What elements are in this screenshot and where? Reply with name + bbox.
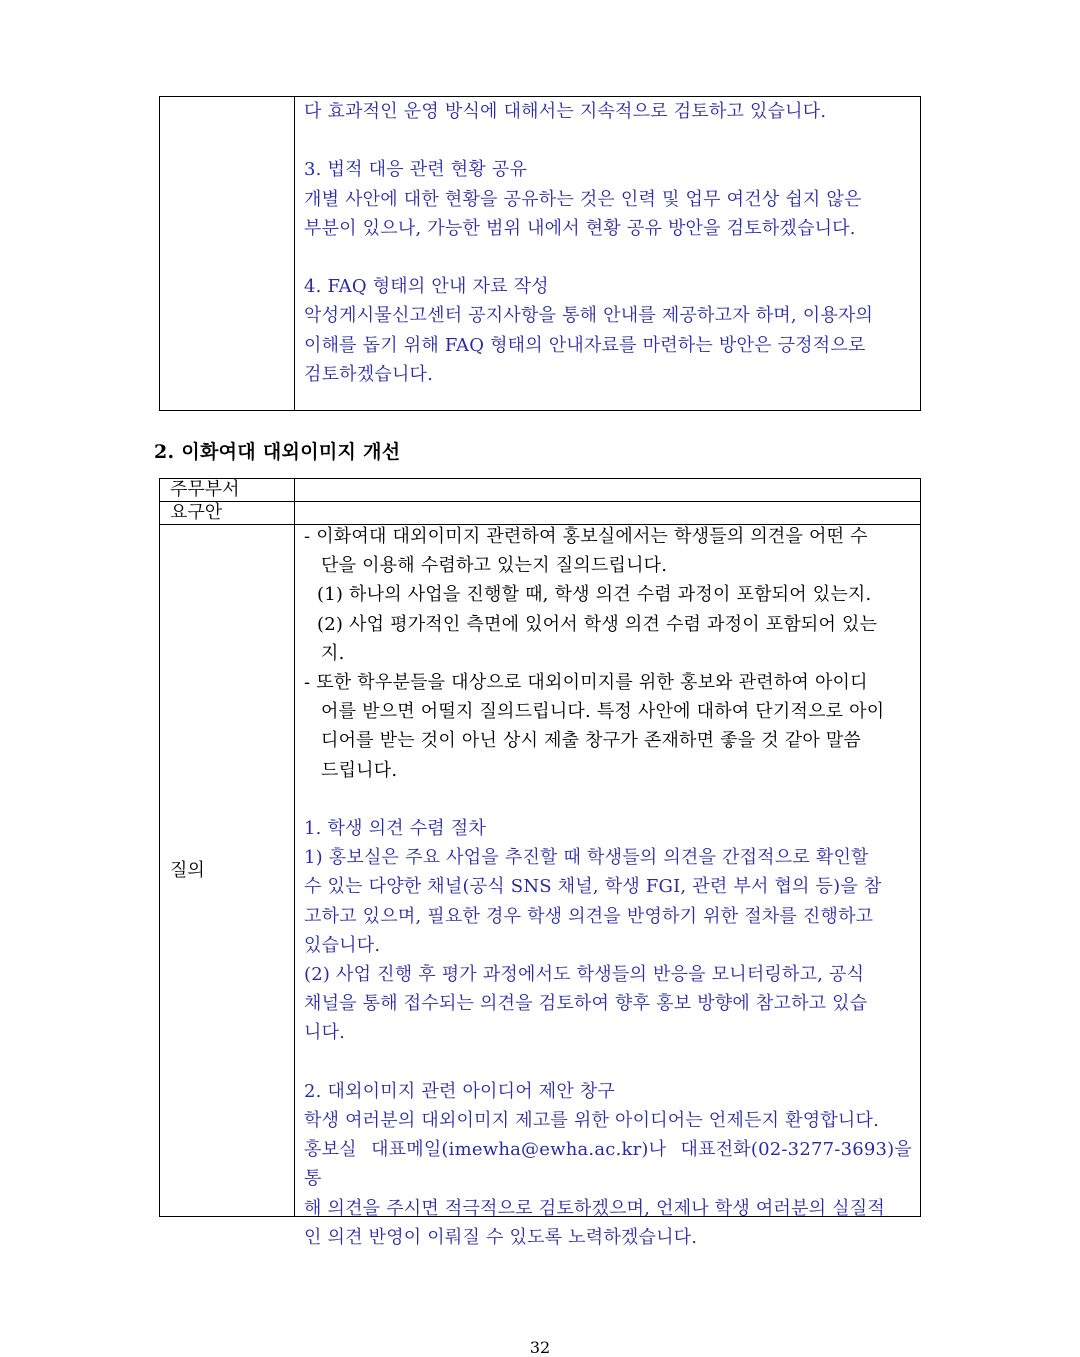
label-inquiry: 질의: [170, 860, 205, 881]
answer-table-continued: [159, 96, 921, 411]
inquiry-table: [159, 478, 921, 1248]
label-request: 요구안: [170, 502, 223, 523]
answer-heading: 1. 학생 의견 수렴 절차: [304, 818, 486, 840]
section-title: 2. 이화여대 대외이미지 개선: [154, 441, 401, 463]
question-line: - 또한 학우분들을 대상으로 대외이미지를 위한 홍보와 관련하여 아이디: [304, 672, 868, 694]
answer-line: 채널을 통해 접수되는 의견을 검토하여 향후 홍보 방향에 참고하고 있습: [304, 993, 868, 1015]
blank-line: [304, 126, 912, 155]
answer-line: 1) 홍보실은 주요 사업을 추진할 때 학생들의 의견을 간접적으로 확인할: [304, 847, 869, 869]
question-sub-item: (1) 하나의 사업을 진행할 때, 학생 의견 수렴 과정이 포함되어 있는지.: [317, 584, 872, 606]
question-line: 어를 받으면 어떨지 질의드립니다. 특정 사안에 대하여 단기적으로 아이: [321, 701, 885, 723]
answer-heading: 2. 대외이미지 관련 아이디어 제안 창구: [304, 1080, 616, 1102]
answer-line: 니다.: [304, 1022, 346, 1044]
row-divider: [160, 501, 920, 502]
answer-line: 해 의견을 주시면 적극적으로 검토하겠으며, 언제나 학생 여러분의 실질적: [304, 1197, 885, 1219]
question-line: 디어를 받는 것이 아닌 상시 제출 창구가 존재하면 좋을 것 같아 말씀: [321, 730, 862, 752]
answer-line: 학생 여러분의 대외이미지 제고를 위한 아이디어는 언제든지 환영합니다.: [304, 1110, 880, 1132]
question-line: 지.: [321, 642, 345, 664]
answer-line: 이해를 돕기 위해 FAQ 형태의 안내자료를 마련하는 방안은 긍정적으로: [304, 334, 866, 356]
answer-line: 고하고 있으며, 필요한 경우 학생 의견을 반영하기 위한 절차를 진행하고: [304, 905, 874, 927]
answer-heading: 3. 법적 대응 관련 현황 공유: [304, 159, 528, 181]
column-divider: [294, 479, 295, 1216]
blank-line: [304, 1048, 912, 1077]
answer-line: 인 의견 반영이 이뤄질 수 있도록 노력하겠습니다.: [304, 1226, 698, 1248]
inquiry-cell: [304, 522, 912, 1252]
label-dept: 주무부서: [170, 479, 240, 500]
question-line: 드립니다.: [321, 759, 398, 781]
answer-text-block: [304, 97, 912, 389]
question-sub-item: (2) 사업 평가적인 측면에 있어서 학생 의견 수렴 과정이 포함되어 있는: [317, 613, 878, 635]
answer-line: 홍보실 대표메일(imewha@ewha.ac.kr)나 대표전화(02-3277-3693)을 통: [304, 1139, 912, 1190]
blank-line: [304, 785, 912, 814]
question-line: 단을 이용해 수렴하고 있는지 질의드립니다.: [321, 555, 668, 577]
answer-heading: 4. FAQ 형태의 안내 자료 작성: [304, 276, 549, 298]
answer-line: 부분이 있으나, 가능한 범위 내에서 현황 공유 방안을 검토하겠습니다.: [304, 217, 856, 239]
answer-line: 검토하겠습니다.: [304, 363, 434, 385]
question-line: - 이화여대 대외이미지 관련하여 홍보실에서는 학생들의 의견을 어떤 수: [304, 526, 868, 547]
answer-line: 개별 사안에 대한 현황을 공유하는 것은 인력 및 업무 여건상 쉽지 않은: [304, 188, 862, 210]
blank-line: [304, 243, 912, 272]
column-divider: [294, 97, 295, 410]
answer-line: 수 있는 다양한 채널(공식 SNS 채널, 학생 FGI, 관련 부서 협의 등)을 참: [304, 876, 882, 898]
page-number: 32: [529, 1338, 551, 1357]
answer-line: 악성게시물신고센터 공지사항을 통해 안내를 제공하고자 하며, 이용자의: [304, 305, 874, 327]
answer-line: 다 효과적인 운영 방식에 대해서는 지속적으로 검토하고 있습니다.: [304, 101, 827, 122]
answer-line: (2) 사업 진행 후 평가 과정에서도 학생들의 반응을 모니터링하고, 공식: [304, 964, 865, 986]
answer-line: 있습니다.: [304, 934, 381, 956]
